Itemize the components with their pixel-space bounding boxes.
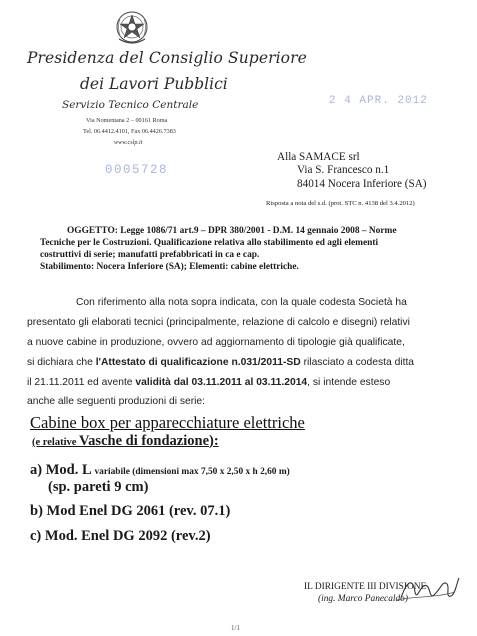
signatory-title: IL DIRIGENTE III DIVISIONE xyxy=(304,582,427,592)
protocol-number-stamp: 0005728 xyxy=(105,163,169,177)
recipient-street: Via S. Francesco n.1 xyxy=(297,164,390,176)
signatory-name: (ing. Marco Panecaldo) xyxy=(318,594,408,604)
subheading-tail: ): xyxy=(209,433,219,449)
body-line4-end: rilasciato a codesta ditta xyxy=(300,357,415,368)
product-a-wall-thickness: (sp. pareti 9 cm) xyxy=(48,479,149,495)
products-subheading xyxy=(32,433,219,450)
body-line2: presentato gli elaborati tecnici (principalmente, relazione di calcolo e disegni) relativi xyxy=(27,317,410,328)
body-line5-start: il 21.11.2011 ed avente xyxy=(27,377,136,388)
subject-line4: Stabilimento: Nocera Inferiore (SA); Elementi: cabine elettriche. xyxy=(40,262,299,272)
org-name-line1: Presidenza del Consiglio Superiore xyxy=(27,49,307,67)
product-b: b) Mod Enel DG 2061 (rev. 07.1) xyxy=(30,503,231,519)
body-line4-start: si dichiara che xyxy=(27,357,96,368)
subject-line1: OGGETTO: Legge 1086/71 art.9 – DPR 380/2001 - D.M. 14 gennaio 2008 – Norme xyxy=(67,226,397,236)
products-heading: Cabine box per apparecchiature elettriche xyxy=(30,413,305,432)
org-name-line2: dei Lavori Pubblici xyxy=(80,75,228,93)
body-line3: a nuove cabine in produzione, ovvero ad aggiornamento di tipologie già qualificate, xyxy=(27,337,405,348)
body-line5-end: , si intende esteso xyxy=(307,377,391,388)
recipient-city: 84014 Nocera Inferiore (SA) xyxy=(297,178,427,190)
attestation-number: l'Attestato di qualificazione n.031/2011-SD xyxy=(95,357,301,368)
subheading-main: Vasche di fondazione xyxy=(79,433,210,449)
received-date-stamp: 2 4 APR. 2012 xyxy=(329,95,428,107)
product-a-model: a) Mod. L xyxy=(30,462,95,478)
body-line5 xyxy=(27,377,390,388)
body-line6: anche alle seguenti produzioni di serie: xyxy=(27,396,206,407)
subject-line3: costruttivi di serie; manufatti prefabbricati in ca e cap. xyxy=(40,250,260,260)
org-street-address: Via Nomentana 2 – 00161 Roma xyxy=(86,117,168,124)
subheading-lead: (e relative xyxy=(32,437,80,448)
recipient-name: Alla SAMACE srl xyxy=(277,151,360,163)
org-phone-fax: Tel. 06.4412.4101, Fax 06.4426.7383 xyxy=(83,128,176,135)
product-c: c) Mod. Enel DG 2092 (rev.2) xyxy=(30,528,211,544)
validity-period: validità dal 03.11.2011 al 03.11.2014 xyxy=(135,377,308,388)
republic-emblem-icon xyxy=(113,7,151,47)
page-number: 1/1 xyxy=(231,624,240,632)
product-a-dimensions: variabile (dimensioni max 7,50 x 2,50 x h 2,60 m) xyxy=(94,467,290,477)
handwritten-signature-icon xyxy=(395,574,465,606)
reply-reference-note: Risposta a nota del s.d. (prot. STC n. 4138 del 3.4.2012) xyxy=(266,200,415,207)
body-line4 xyxy=(27,357,414,368)
body-line1: Con riferimento alla nota sopra indicata, con la quale codesta Società ha xyxy=(76,297,407,308)
product-a xyxy=(30,462,290,479)
org-department: Servizio Tecnico Centrale xyxy=(62,99,199,111)
org-website: www.cslp.it xyxy=(114,139,143,146)
subject-line2: Tecniche per le Costruzioni. Qualificazione relativa allo stabilimento ed agli elementi xyxy=(40,238,379,248)
